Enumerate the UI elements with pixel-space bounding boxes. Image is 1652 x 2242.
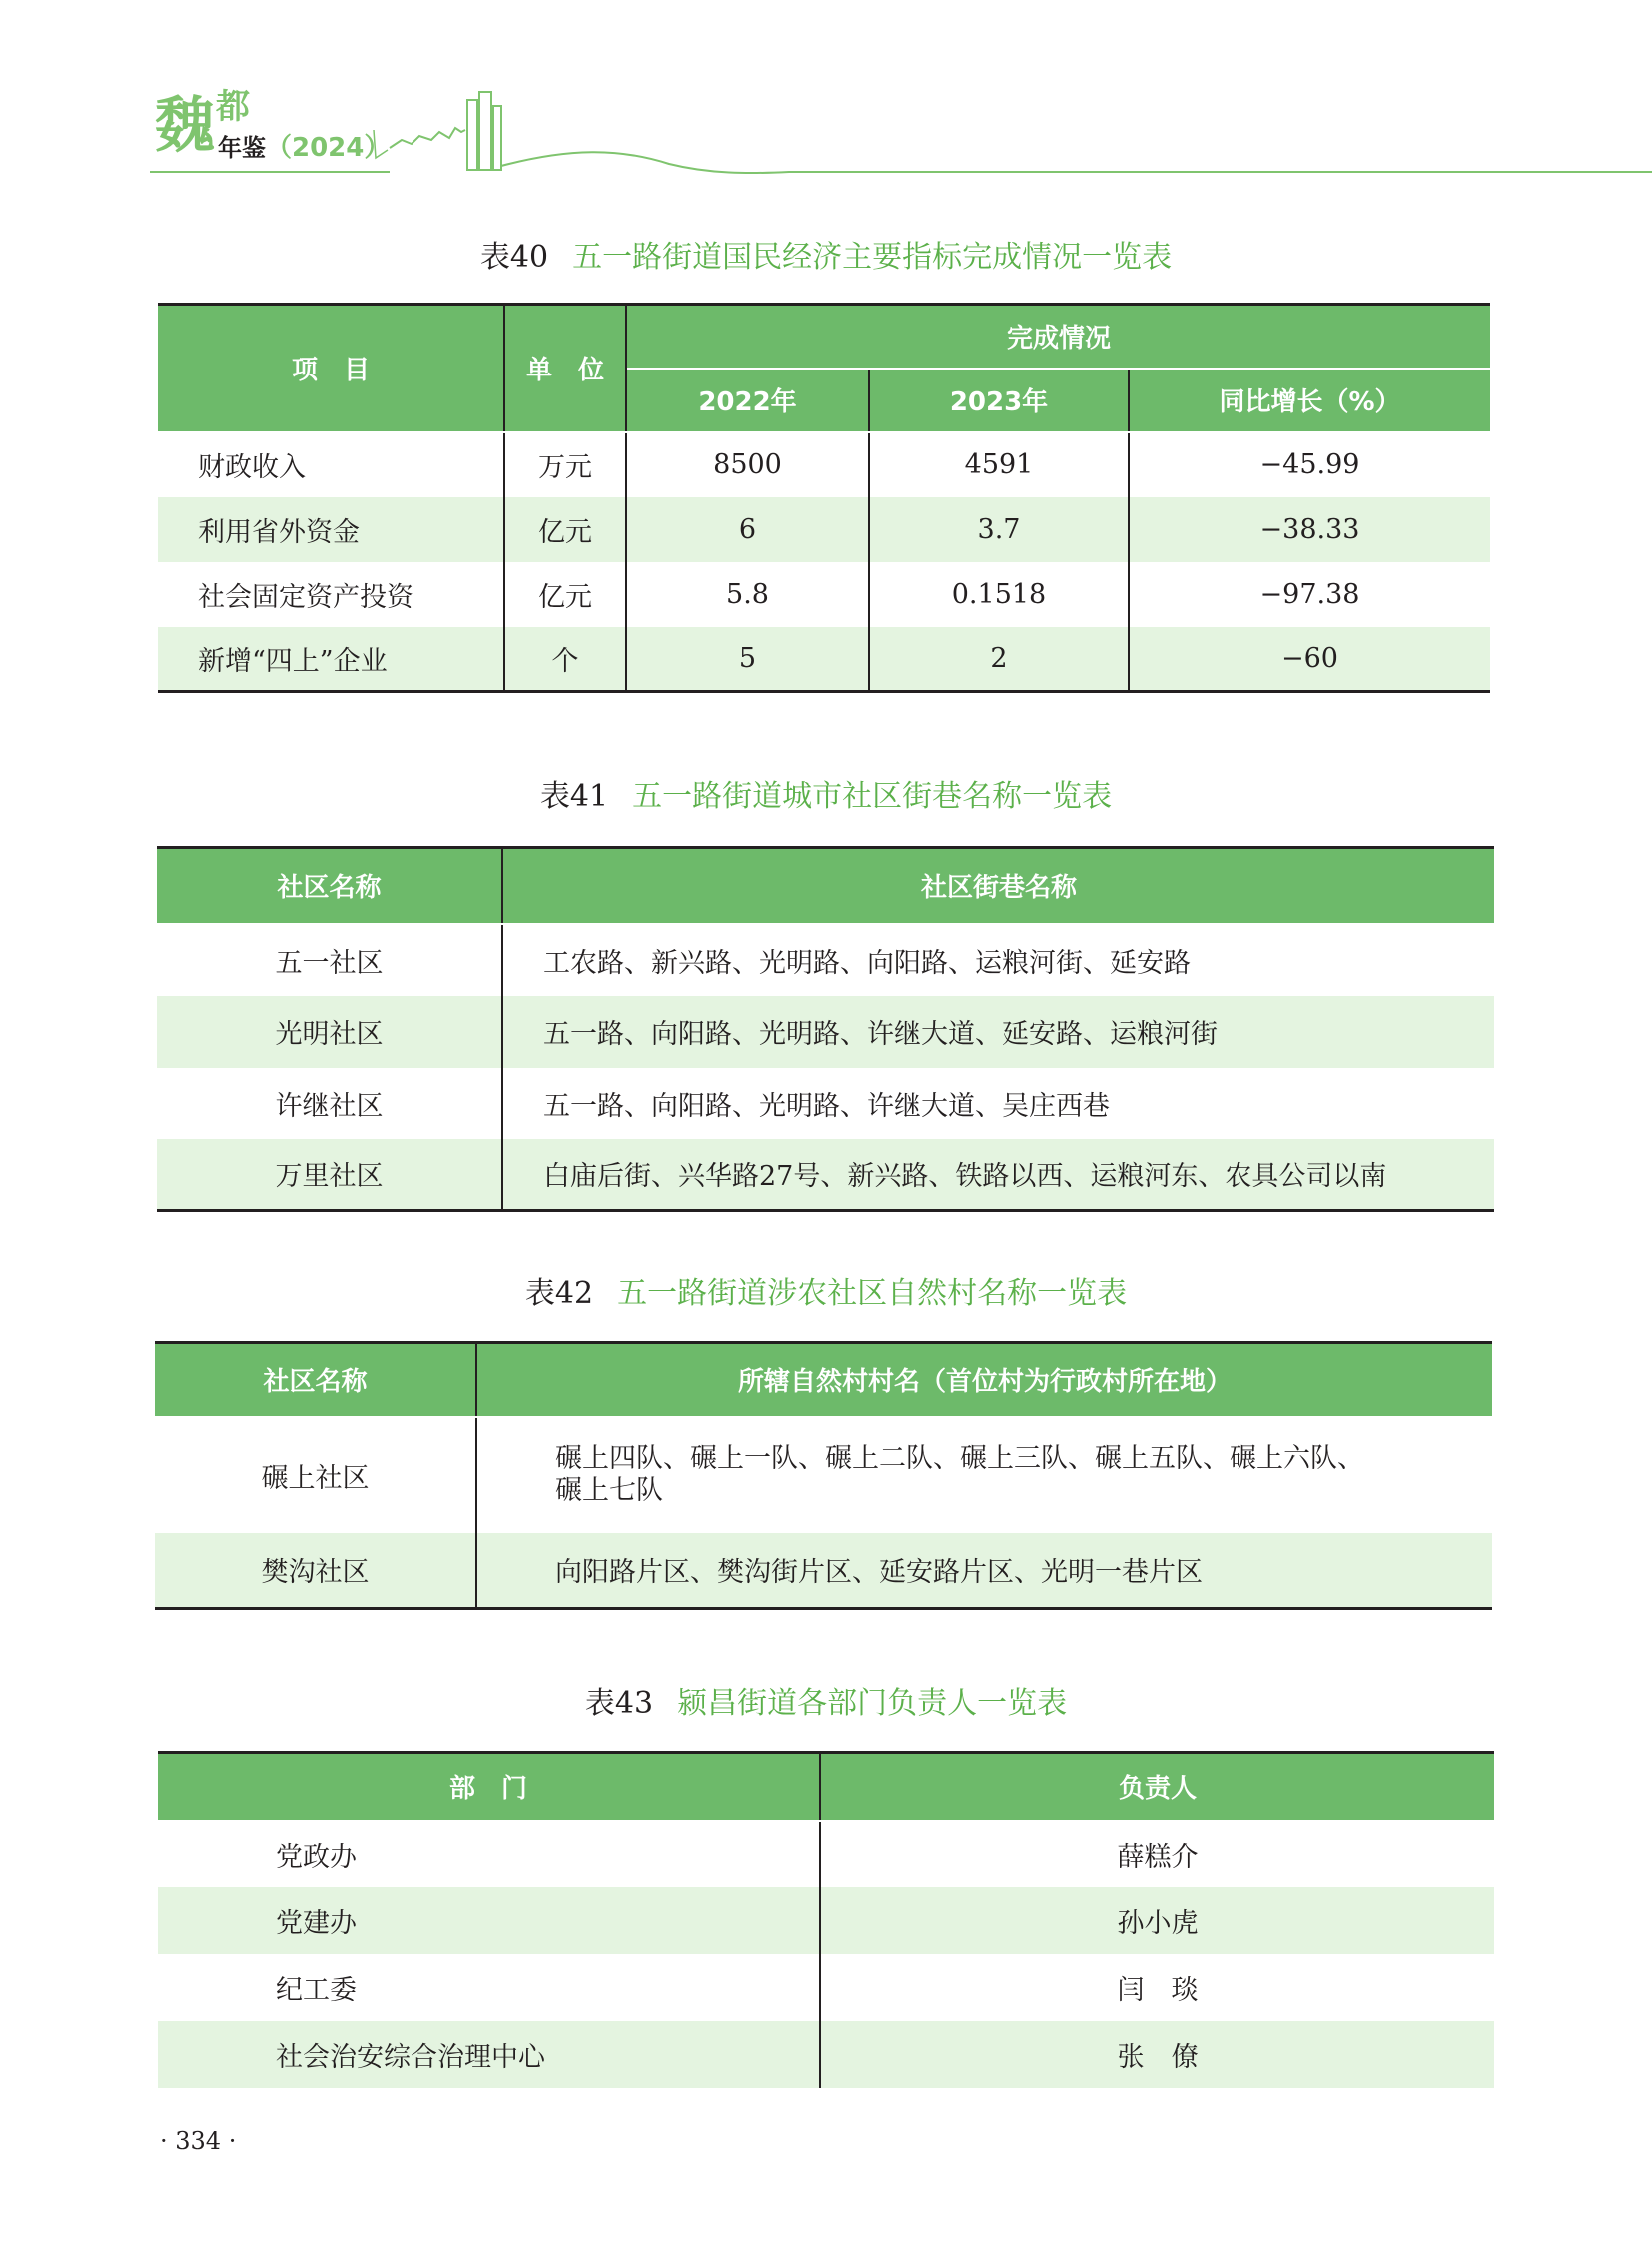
row-unit: 个 — [504, 627, 626, 692]
row-growth: −60 — [1129, 627, 1490, 692]
table-row — [158, 627, 1490, 692]
table42-number: 表42 — [524, 1276, 594, 1311]
row-growth: −45.99 — [1259, 449, 1360, 480]
row-department: 社会治安综合治理中心 — [158, 2021, 820, 2088]
table-row — [158, 562, 1490, 627]
table-row — [155, 1417, 1492, 1533]
table41 — [157, 846, 1494, 1212]
page-number: · 334 · — [160, 2127, 237, 2155]
row-department: 党建办 — [158, 1887, 820, 1954]
row-unit: 亿元 — [504, 497, 626, 562]
row-unit: 亿元 — [504, 562, 626, 627]
row-streets: 工农路、新兴路、光明路、向阳路、运粮河街、延安路 — [543, 947, 1191, 979]
row-streets: 五一路、向阳路、光明路、许继大道、吴庄西巷 — [543, 1091, 1110, 1121]
row-streets: 五一路、向阳路、光明路、许继大道、延安路、运粮河街 — [502, 996, 1494, 1068]
row-community: 许继社区 — [157, 1068, 502, 1139]
row-2022: 8500 — [626, 432, 869, 497]
table41-caption — [0, 777, 1652, 817]
table-row — [158, 1954, 1494, 2021]
row-streets: 白庙后街、兴华路27号、新兴路、铁路以西、运粮河东、农具公司以南 — [502, 1139, 1494, 1211]
row-2023: 2 — [869, 627, 1129, 692]
row-villages-line-1: 碾上四队、碾上一队、碾上二队、碾上三队、碾上五队、碾上六队、 — [555, 1443, 1364, 1474]
row-villages-line-2: 碾上七队 — [555, 1475, 663, 1506]
table41-head-name: 社区名称 — [157, 848, 502, 924]
table42-title: 五一路街道涉农社区自然村名称一览表 — [617, 1276, 1128, 1311]
row-person: 张 僚 — [820, 2021, 1494, 2088]
table41-title: 五一路街道城市社区街巷名称一览表 — [632, 779, 1113, 814]
row-community: 樊沟社区 — [155, 1533, 476, 1609]
row-person: 薛糕介 — [1117, 1842, 1199, 1872]
table43-head-person: 负责人 — [820, 1753, 1494, 1821]
table-row — [157, 924, 1494, 996]
row-2022: 6 — [626, 497, 869, 562]
table43 — [158, 1751, 1494, 2088]
table42-head-name: 社区名称 — [155, 1343, 476, 1417]
row-2022: 5.8 — [626, 562, 869, 627]
table40-head-item: 项 目 — [158, 305, 504, 432]
table40 — [158, 303, 1490, 693]
table40-number: 表40 — [479, 240, 549, 275]
table40-head-unit: 单 位 — [504, 305, 626, 432]
table42-head-villages: 所辖自然村村名（首位村为行政村所在地） — [476, 1343, 1492, 1417]
table40-head-2023: 2023年 — [869, 369, 1129, 432]
table40-title: 五一路街道国民经济主要指标完成情况一览表 — [572, 240, 1173, 275]
row-2023: 4591 — [869, 432, 1129, 497]
table43-head-dept: 部 门 — [158, 1753, 820, 1821]
row-growth: −38.33 — [1129, 497, 1490, 562]
brand-yearbook — [218, 134, 390, 162]
row-department: 党政办 — [158, 1821, 820, 1887]
table-row — [157, 1068, 1494, 1139]
row-person: 孙小虎 — [820, 1887, 1494, 1954]
table-row — [158, 497, 1490, 562]
table41-number: 表41 — [539, 779, 609, 814]
row-2023: 0.1518 — [869, 562, 1129, 627]
row-unit: 万元 — [504, 432, 626, 497]
table41-head-streets: 社区街巷名称 — [502, 848, 1494, 924]
table-row — [158, 2021, 1494, 2088]
table40-head-growth: 同比增长（%） — [1129, 369, 1490, 432]
row-growth: −97.38 — [1259, 578, 1360, 610]
table43-number: 表43 — [584, 1686, 654, 1721]
row-community: 碾上社区 — [155, 1417, 476, 1533]
row-community: 光明社区 — [157, 996, 502, 1068]
table-row — [155, 1533, 1492, 1609]
row-community: 万里社区 — [157, 1139, 502, 1211]
brand-year-label: （2024） — [266, 133, 391, 163]
yearbook-header — [150, 88, 1652, 180]
table42-caption — [0, 1274, 1652, 1314]
brand-logo-du: 都 — [216, 87, 250, 127]
row-2023: 3.7 — [869, 497, 1129, 562]
row-item: 社会固定资产投资 — [158, 562, 504, 627]
row-2022: 5 — [626, 627, 869, 692]
table43-title: 颍昌街道各部门负责人一览表 — [677, 1686, 1068, 1721]
row-villages — [476, 1417, 1492, 1533]
row-department: 纪工委 — [158, 1954, 820, 2021]
row-item: 新增“四上”企业 — [158, 627, 504, 692]
table43-caption — [0, 1684, 1652, 1724]
table-row — [158, 432, 1490, 497]
table-row — [158, 1821, 1494, 1887]
row-person: 闫 琰 — [1117, 1974, 1199, 2006]
row-item: 利用省外资金 — [158, 497, 504, 562]
table-row — [157, 996, 1494, 1068]
table-row — [158, 1887, 1494, 1954]
table40-head-2022: 2022年 — [626, 369, 869, 432]
table40-caption — [0, 238, 1652, 278]
row-villages: 向阳路片区、樊沟街片区、延安路片区、光明一巷片区 — [476, 1533, 1492, 1609]
brand-book-label: 年鉴 — [218, 134, 266, 162]
table40-head-status: 完成情况 — [626, 305, 1490, 369]
row-item: 财政收入 — [158, 432, 504, 497]
row-community: 五一社区 — [157, 924, 502, 996]
table42 — [155, 1341, 1492, 1610]
table-row — [157, 1139, 1494, 1211]
brand-logo-wei: 魏 — [155, 91, 215, 161]
